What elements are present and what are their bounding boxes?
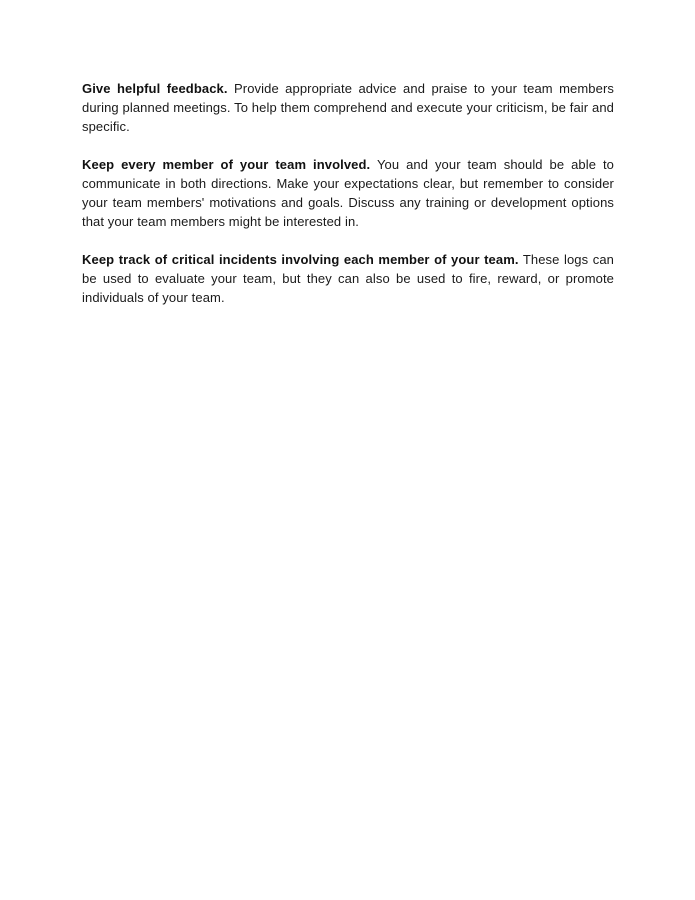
paragraph-lead: Keep every member of your team involved. [82, 157, 371, 172]
paragraph [82, 79, 614, 136]
paragraph [82, 155, 614, 231]
paragraph-lead: Give helpful feedback. [82, 81, 228, 96]
paragraph-body: These logs can be used to evaluate your team, but they can also be used to fire, reward, or promote individuals of your team. [82, 252, 614, 305]
paragraph-lead: Keep track of critical incidents involving each member of your team. [82, 252, 519, 267]
paragraph [82, 250, 614, 307]
paragraph-body: You and your team should be able to communicate in both directions. Make your expectations clear, but remember to consider your team members' motivations and goals. Discuss any training or development options that your team members might be interested in. [82, 157, 615, 229]
paragraph-body: Provide appropriate advice and praise to your team members during planned meetings. To help them comprehend and execute your criticism, be fair and specific. [82, 81, 614, 134]
